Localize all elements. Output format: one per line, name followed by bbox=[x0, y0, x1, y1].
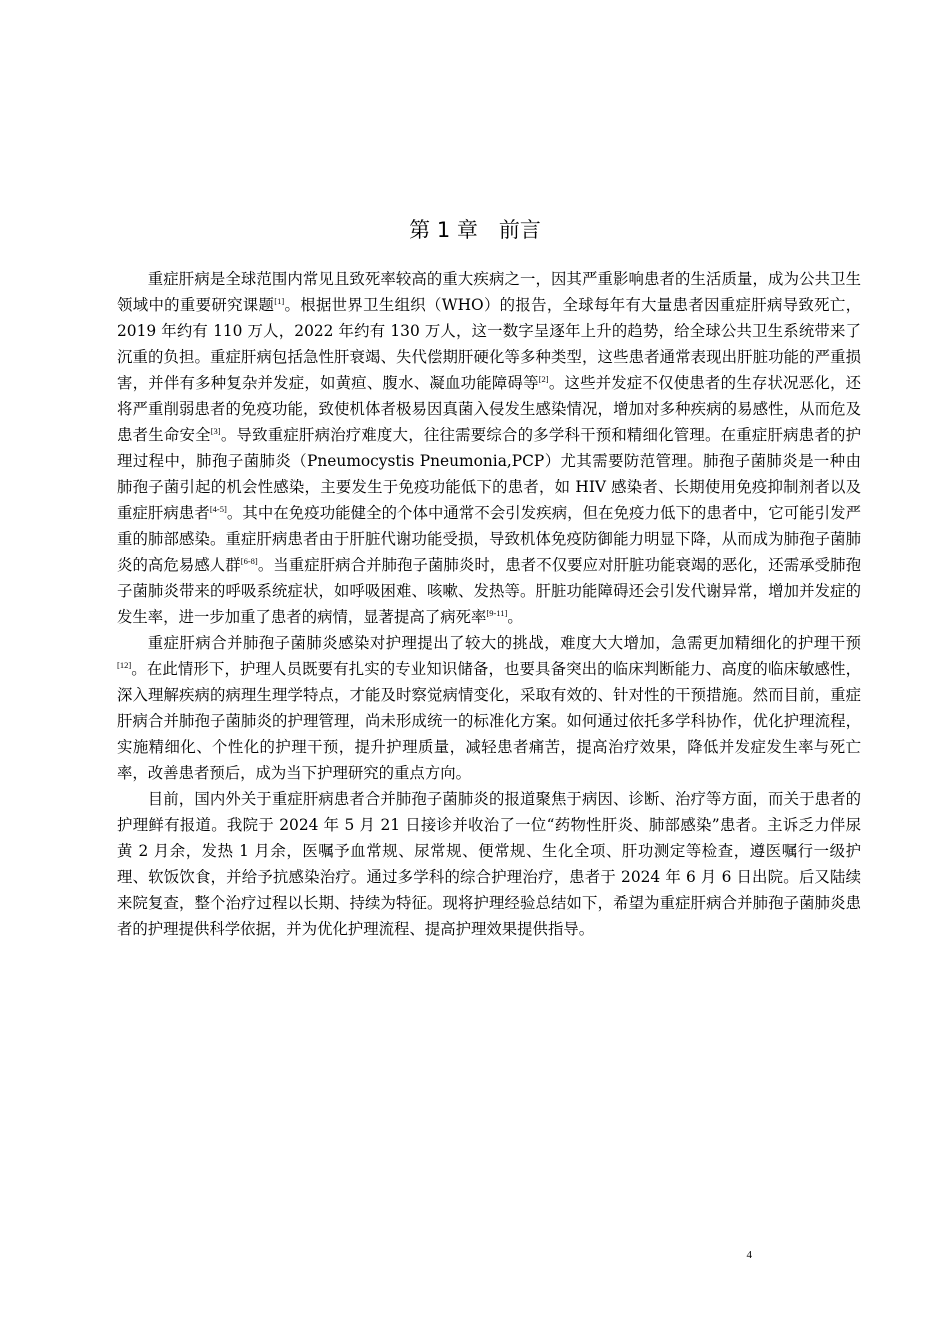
text-segment: 。当重症肝病合并肺孢子菌肺炎时，患者不仅要应对肝脏功能衰竭的恶化，还需承受肺孢子菌肺炎带来的呼吸系统症状，如呼吸困难、咳嗽、发热等。肝脏功能障碍还会引发代谢异常，增加并发症的发生率，进一步加重了患者的病情，显著提高了病死率 bbox=[117, 556, 861, 626]
citation-12: [12] bbox=[117, 660, 132, 670]
paragraph-2 bbox=[117, 630, 861, 786]
citation-1: [1] bbox=[274, 296, 285, 306]
text-segment: 。这些并发症不仅使患者的生存状况恶化，还将严重削弱患者的免疫功能，致使机体者极易因真菌入侵发生感染情况，增加对多种疾病的易感性，从而危及患者生命安全 bbox=[117, 374, 861, 444]
text-segment: 重症肝病是全球范围内常见且致死率较高的重大疾病之一，因其严重影响患者的生活质量，成为公共卫生领域中的重要研究课题 bbox=[117, 270, 861, 314]
citation-2: [2] bbox=[538, 374, 549, 384]
citation-4-5: [4-5] bbox=[209, 504, 227, 514]
citation-3: [3] bbox=[210, 426, 221, 436]
citation-6-8: [6-8] bbox=[240, 556, 258, 566]
citation-9-11: [9-11] bbox=[486, 608, 508, 618]
text-segment: 。导致重症肝病治疗难度大，往往需要综合的多学科干预和精细化管理。在重症肝病患者的护理过程中，肺孢子菌肺炎（Pneumocystis Pneumonia,PCP）尤其需要防范管理。肺孢子菌肺炎是一种由肺孢子菌引起的机会性感染，主要发生于免疫功能低下的患者，如 HIV 感染者、长期使用免疫抑制剂者以及重症肝病患者 bbox=[117, 426, 861, 522]
text-segment: 。在此情形下，护理人员既要有扎实的专业知识储备，也要具备突出的临床判断能力、高度的临床敏感性，深入理解疾病的病理生理学特点，才能及时察觉病情变化，采取有效的、针对性的干预措施。然而目前，重症肝病合并肺孢子菌肺炎的护理管理，尚未形成统一的标准化方案。如何通过依托多学科协作，优化护理流程，实施精细化、个性化的护理干预，提升护理质量，减轻患者痛苦，提高治疗效果，降低并发症发生率与死亡率，改善患者预后，成为当下护理研究的重点方向。 bbox=[117, 660, 861, 782]
text-segment: 。根据世界卫生组织（WHO）的报告，全球每年有大量患者因重症肝病导致死亡，2019 年约有 110 万人，2022 年约有 130 万人，这一数字呈逐年上升的趋势，给全球公共卫生系统带来了沉重的负担。重症肝病包括急性肝衰竭、失代偿期肝硬化等多种类型，这些患者通常表现出肝脏功能的严重损害，并伴有多种复杂并发症，如黄疸、腹水、凝血功能障碍等 bbox=[117, 296, 861, 392]
chapter-title: 第 1 章 前言 bbox=[409, 218, 541, 243]
text-segment: 重症肝病合并肺孢子菌肺炎感染对护理提出了较大的挑战，难度大大增加，急需更加精细化的护理干预 bbox=[147, 634, 861, 652]
page-number: 4 bbox=[746, 1249, 752, 1261]
paragraph-1 bbox=[117, 266, 861, 630]
text-segment: 目前，国内外关于重症肝病患者合并肺孢子菌肺炎的报道聚焦于病因、诊断、治疗等方面，而关于患者的护理鲜有报道。我院于 2024 年 5 月 21 日接诊并收治了一位“药物性肝炎、肺部感染”患者。主诉乏力伴尿黄 2 月余，发热 1 月余，医嘱予血常规、尿常规、便常规、生化全项、肝功测定等检查，遵医嘱行一级护理、软饭饮食，并给予抗感染治疗。通过多学科的综合护理治疗，患者于 2024 年 6 月 6 日出院。后又陆续来院复查，整个治疗过程以长期、持续为特征。现将护理经验总结如下，希望为重症肝病合并肺孢子菌肺炎患者的护理提供科学依据，并为优化护理流程、提高护理效果提供指导。 bbox=[117, 790, 861, 938]
text-segment: 。 bbox=[507, 608, 523, 626]
body-text bbox=[117, 266, 861, 942]
text-segment: 。其中在免疫功能健全的个体中通常不会引发疾病，但在免疫力低下的患者中，它可能引发严重的肺部感染。重症肝病患者由于肝脏代谢功能受损，导致机体免疫防御能力明显下降，从而成为肺孢子菌肺炎的高危易感人群 bbox=[117, 504, 861, 574]
paragraph-3 bbox=[117, 786, 861, 942]
